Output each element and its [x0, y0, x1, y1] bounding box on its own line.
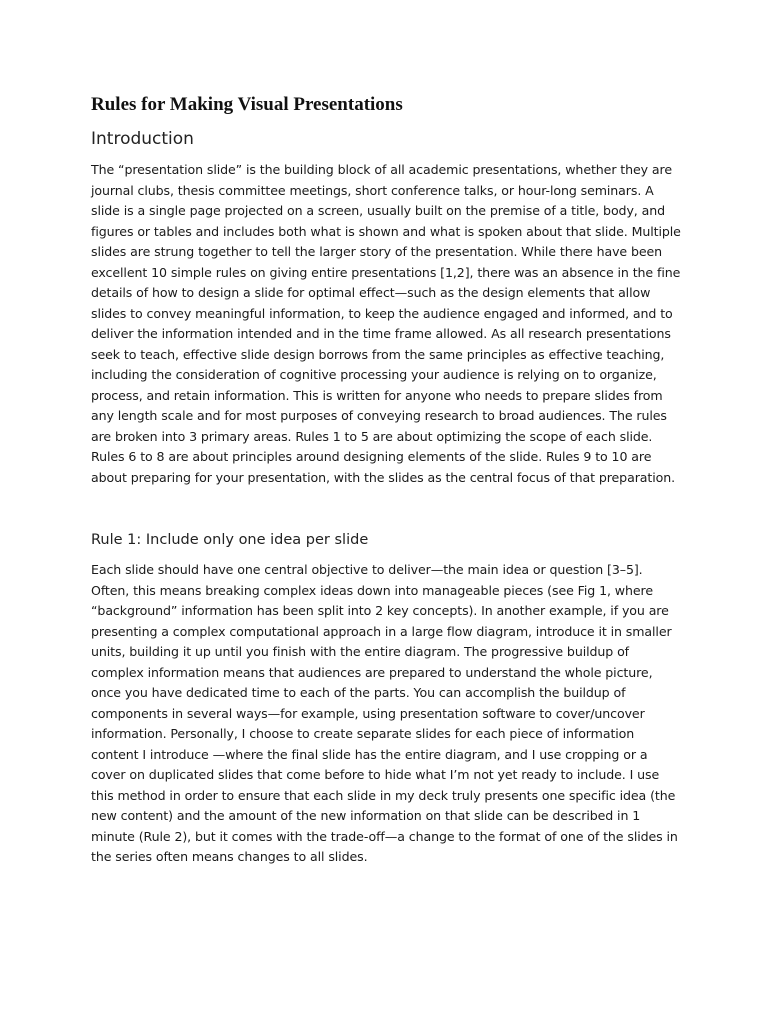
section-rule-1 — [91, 528, 681, 868]
document-title: Rules for Making Visual Presentations — [91, 94, 403, 115]
document-page — [91, 92, 681, 868]
section-heading-rule-1: Rule 1: Include only one idea per slide — [91, 532, 369, 548]
section-heading-introduction: Introduction — [91, 129, 194, 149]
section-introduction — [91, 126, 681, 488]
paragraph-introduction: The “presentation slide” is the building block of all academic presentations, whether they are journal clubs, thesis committee meetings, short conference talks, or hour-long seminars. A slide is a single page projected on a screen, usually built on the premise of a title, body, and figures or tables and includes both what is shown and what is spoken about that slide. Multiple slides are strung together to tell the larger story of the presentation. While there have been excellent 10 simple rules on giving entire presentations [1,2], there was an absence in the fine details of how to design a slide for optimal effect—such as the design elements that allow slides to convey meaningful information, to keep the audience engaged and informed, and to deliver the information intended and in the time frame allowed. As all research presentations seek to teach, effective slide design borrows from the same principles as effective teaching, including the consideration of cognitive processing your audience is relying on to organize, process, and retain information. This is written for anyone who needs to prepare slides from any length scale and for most purposes of conveying research to broad audiences. The rules are broken into 3 primary areas. Rules 1 to 5 are about optimizing the scope of each slide. Rules 6 to 8 are about principles around designing elements of the slide. Rules 9 to 10 are about preparing for your presentation, with the slides as the central focus of that preparation. — [91, 162, 681, 485]
paragraph-rule-1: Each slide should have one central objective to deliver—the main idea or question [3–5]. Often, this means breaking complex ideas down into manageable pieces (see Fig 1, where “background” information has been split into 2 key concepts). In another example, if you are presenting a complex computational approach in a large flow diagram, introduce it in smaller units, building it up until you finish with the entire diagram. The progressive buildup of complex information means that audiences are prepared to understand the whole picture, once you have dedicated time to each of the parts. You can accomplish the buildup of components in several ways—for example, using presentation software to cover/uncover information. Personally, I choose to create separate slides for each piece of information content I introduce —where the final slide has the entire diagram, and I use cropping or a cover on duplicated slides that come before to hide what I’m not yet ready to include. I use this method in order to ensure that each slide in my deck truly presents one specific idea (the new content) and the amount of the new information on that slide can be described in 1 minute (Rule 2), but it comes with the trade-off—a change to the format of one of the slides in the series often means changes to all slides. — [91, 562, 678, 864]
